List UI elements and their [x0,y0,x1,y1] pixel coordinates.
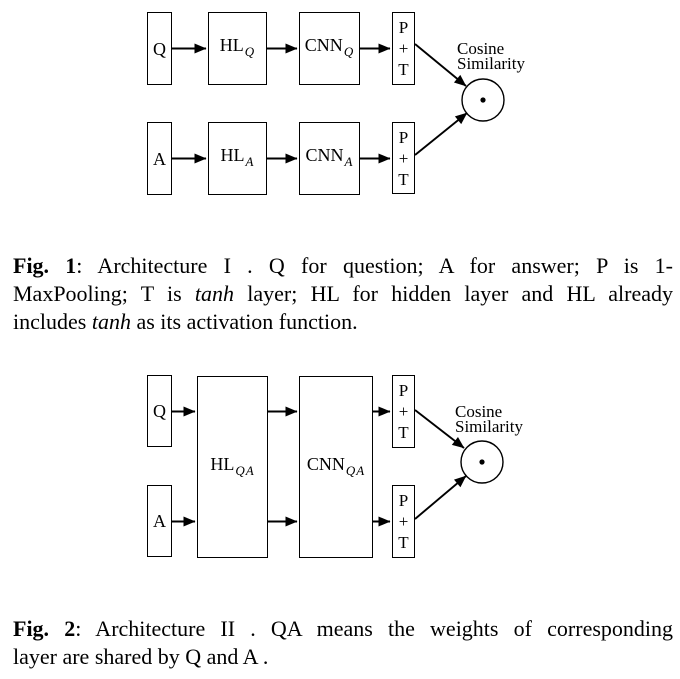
fig2-hl-qa-label: HL [210,453,235,474]
fig1-caption-line-1: Fig. 1: Architecture I . Q for question; A for answer; P is 1- [13,253,673,278]
fig2-input-a-label: A [153,511,166,531]
fig1-pt-a-tanh-label: T [398,169,409,189]
fig2-pt-top-tanh-label: T [398,423,409,442]
fig1-input-q-label: Q [153,38,166,59]
fig1-pt-a-plus-label: + [398,148,409,168]
fig1-dot-product-dot-icon [480,97,485,102]
fig1-hidden-layer-a-box [208,122,267,195]
fig2-input-a-box [147,485,172,557]
fig1-hl-a-label: HL [220,145,245,165]
fig2-arrow-pt-bottom-to-node [415,476,466,519]
fig1-arrow-pt-a-to-node [415,113,467,155]
fig1-cnn-q-label: CNN [304,35,343,55]
fig1-cnn-a-label: CNN [305,145,344,165]
fig1-cnn-q-subscript: Q [343,44,355,59]
fig2-caption [13,615,673,671]
fig2-caption-line-2: layer are shared by Q and A . [13,644,269,669]
fig1-cnn-a-subscript: A [344,154,354,169]
fig1-caption-line-3: includes tanh as its activation function. [13,309,358,334]
fig1-hl-q-subscript: Q [244,44,256,59]
fig2-pt-bottom-pooling-label: P [398,491,409,510]
fig2-pt-bottom-tanh-label: T [398,533,409,552]
fig1-hl-q-label: HL [219,35,244,55]
fig2-input-q-box [147,375,172,447]
fig2-cosine-similarity-label: Cosine Similarity [455,402,523,436]
fig1-pt-q-pooling-label: P [398,18,409,37]
fig2-hl-qa-subscript: QA [235,462,255,478]
fig1-caption [13,252,673,336]
fig1-pooling-tanh-a-box [392,122,415,194]
fig2-cnn-qa-label: CNN [306,453,345,474]
fig1-input-q-box [147,12,172,85]
fig2-caption-line-1: Fig. 2: Architecture II . QA means the weights of corresponding [13,616,674,641]
fig2-dot-product-dot-icon [479,459,484,464]
fig1-caption-line-2: MaxPooling; T is tanh layer; HL for hidden layer and HL already [13,281,674,306]
fig1-cosine-similarity-label: Cosine Similarity [457,39,525,73]
fig1-input-a-label: A [153,148,166,169]
fig1-pooling-tanh-q-box [392,12,415,85]
fig2-pt-top-plus-label: + [398,402,409,421]
fig2-cnn-qa-subscript: QA [345,462,366,478]
fig2-shared-hidden-layer-box [197,376,268,558]
fig2-input-q-label: Q [153,401,166,421]
fig1-pt-a-pooling-label: P [398,127,409,147]
fig1-hidden-layer-q-box [208,12,267,85]
fig2-pt-bottom-plus-label: + [398,512,409,531]
fig1-cnn-a-box [299,122,360,195]
fig2-shared-cnn-box [299,376,373,558]
fig2-pooling-tanh-bottom-box [392,485,415,558]
fig1-pt-q-plus-label: + [398,39,409,58]
fig1-input-a-box [147,122,172,195]
fig1-cnn-q-box [299,12,360,85]
fig2-pt-top-pooling-label: P [398,381,409,400]
fig1-pt-q-tanh-label: T [398,60,409,79]
fig2-pooling-tanh-top-box [392,375,415,448]
fig1-hl-a-subscript: A [245,154,255,169]
